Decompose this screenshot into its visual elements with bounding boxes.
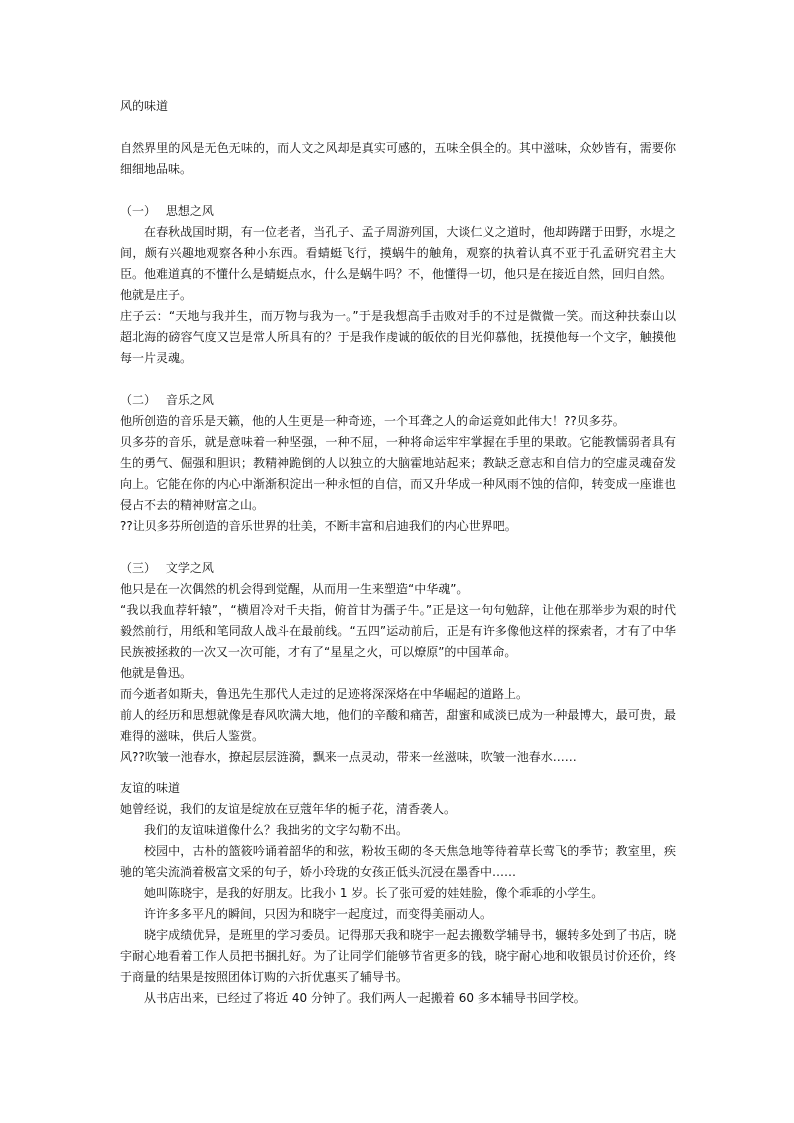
- spacer: [120, 537, 676, 558]
- paragraph: 在春秋战国时期，有一位老者，当孔子、孟子周游列国，大谈仁义之道时，他却踌躇于田野，水堤之间，颇有兴趣地观察各种小东西。看蜻蜓飞行，摸蜗牛的触角，观察的执着认真不亚于孔孟研究君主大臣。他难道真的不懂什么是蜻蜓点水，什么是蜗牛吗？不，他懂得一切，他只是在接近自然，回归自然。: [120, 225, 676, 281]
- spacer: [120, 768, 676, 778]
- paragraph: 他所创造的音乐是天籁，他的人生更是一种奇迹，一个耳聋之人的命运竟如此伟大！??贝多芬。: [120, 414, 625, 428]
- paragraph: 他只是在一次偶然的机会得到觉醒，从而用一生来塑造“中华魂”。: [120, 582, 469, 596]
- document-body: [120, 96, 676, 1009]
- essay-intro: 自然界里的风是无色无味的，而人文之风却是真实可感的，五味全俱全的。其中滋味，众妙皆有，需要你细细地品味。: [120, 141, 676, 176]
- paragraph: 风??吹皱一池春水，撩起层层涟漪，飘来一点灵动，带来一丝滋味，吹皱一池春水……: [120, 750, 577, 764]
- paragraph: 她曾经说，我们的友谊是绽放在豆蔻年华的栀子花，清香袭人。: [120, 802, 457, 816]
- paragraph: 而今逝者如斯夫，鲁迅先生那代人走过的足迹将深深烙在中华崛起的道路上。: [120, 687, 529, 701]
- paragraph: 许许多多平凡的瞬间，只因为和晓宇一起度过，而变得美丽动人。: [144, 907, 493, 921]
- paragraph: “我以我血荐轩辕”，“横眉冷对千夫指，俯首甘为孺子牛。”正是这一句句勉辞，让他在那举步为艰的时代毅然前行，用纸和笔同敌人战斗在最前线。“五四”运动前后，正是有许多像他这样的探索者，才有了中华民族被拯救的一次又一次可能，才有了“星星之火，可以燎原”的中国革命。: [120, 603, 676, 659]
- paragraph: ??让贝多芬所创造的音乐世界的壮美，不断丰富和启迪我们的内心世界吧。: [120, 519, 517, 533]
- paragraph: 贝多芬的音乐，就是意味着一种坚强，一种不屈，一种将命运牢牢掌握在手里的果敢。它能教懦弱者具有生的勇气、倔强和胆识；教精神跪倒的人以独立的大脑霍地站起来；教缺乏意志和自信力的空虚灵魂奋发向上。它能在你的内心中渐渐积淀出一种永恒的自信，而又升华成一种风雨不蚀的信仰，转变成一座谁也侵占不去的精神财富之山。: [120, 435, 676, 512]
- paragraph: 他就是庄子。: [120, 288, 193, 302]
- section-heading-thought: （一） 思想之风: [120, 204, 214, 218]
- spacer: [120, 369, 676, 390]
- paragraph: 庄子云：“天地与我并生，而万物与我为一。”于是我想高手击败对手的不过是微微一笑。而这种扶泰山以超北海的磅容气度又岂是常人所具有的？于是我作虔诚的皈依的目光仰慕他，抚摸他每一个文字，触摸他每一片灵魂。: [120, 309, 676, 365]
- paragraph: 他就是鲁迅。: [120, 666, 193, 680]
- paragraph: 我们的友谊味道像什么？我拙劣的文字勾勒不出。: [144, 823, 409, 837]
- essay-title: 友谊的味道: [120, 781, 181, 795]
- section-heading-music: （二） 音乐之风: [120, 393, 214, 407]
- spacer: [120, 117, 676, 138]
- paragraph: 校园中，古朴的篮筱吟诵着韶华的和弦，粉妆玉砌的冬天焦急地等待着草长莺飞的季节；教室里，疾驰的笔尖流淌着极富文采的句子，娇小玲珑的女孩正低头沉浸在墨香中……: [120, 844, 676, 879]
- spacer: [120, 180, 676, 201]
- section-heading-literature: （三） 文学之风: [120, 561, 214, 575]
- paragraph: 从书店出来，已经过了将近 40 分钟了。我们两人一起搬着 60 多本辅导书回学校。: [144, 991, 586, 1005]
- essay-title: 风的味道: [120, 99, 169, 113]
- paragraph: 晓宇成绩优异，是班里的学习委员。记得那天我和晓宇一起去搬数学辅导书，辗转多处到了书店，晓宇耐心地看着工作人员把书捆扎好。为了让同学们能够节省更多的钱，晓宇耐心地和收银员讨价还价，终于商量的结果是按照团体订购的六折优惠买了辅导书。: [120, 928, 676, 984]
- paragraph: 她叫陈晓宇，是我的好朋友。比我小 1 岁。长了张可爱的娃娃脸，像个乖乖的小学生。: [144, 886, 604, 900]
- paragraph: 前人的经历和思想就像是春风吹满大地，他们的辛酸和痛苦，甜蜜和咸淡已成为一种最博大，最可贵，最难得的滋味，供后人鉴赏。: [120, 708, 676, 743]
